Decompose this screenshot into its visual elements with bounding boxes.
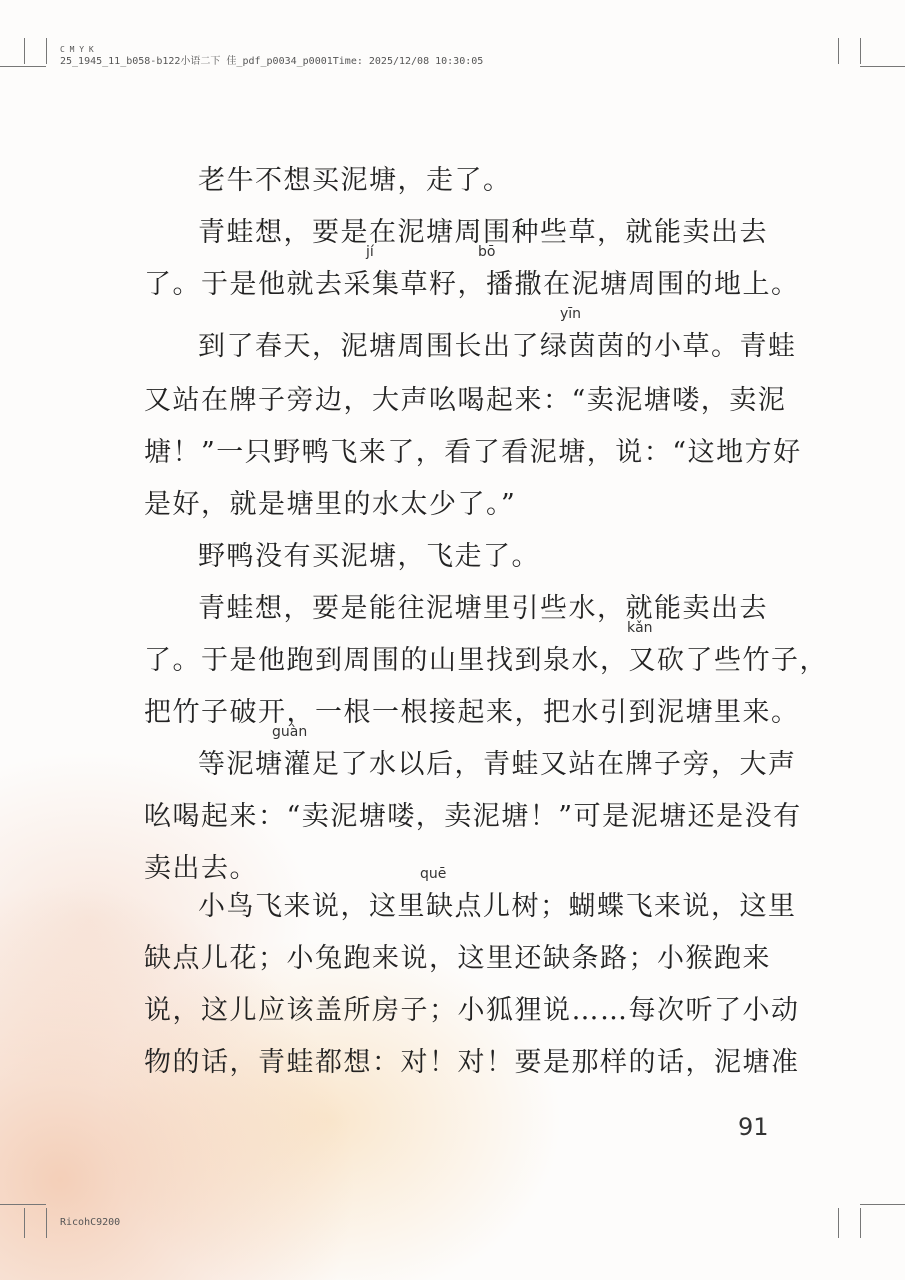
printer-label: RicohC9200 bbox=[60, 1217, 121, 1228]
pinyin-yin: yīn bbox=[560, 306, 582, 322]
page-number: 91 bbox=[738, 1113, 769, 1141]
crop-mark-top-right-v2 bbox=[860, 38, 861, 64]
text-line: 塘！”一只野鸭飞来了，看了看泥塘，说：“这地方好 bbox=[144, 437, 802, 468]
text-line: 青蛙想，要是在泥塘周围种些草，就能卖出去 bbox=[198, 217, 768, 248]
pinyin-que: quē bbox=[420, 866, 447, 882]
pinyin-bo: bō bbox=[478, 244, 496, 260]
crop-mark-top-right-v1 bbox=[838, 38, 839, 64]
crop-mark-top-left-h bbox=[0, 66, 46, 67]
text-line: 缺点儿花；小兔跑来说，这里还缺条路；小猴跑来 bbox=[144, 943, 771, 974]
crop-mark-bottom-left-h bbox=[0, 1204, 46, 1205]
crop-mark-bottom-left-v2 bbox=[46, 1208, 47, 1238]
pinyin-kan: kǎn bbox=[627, 620, 653, 636]
text-line: 了。于是他跑到周围的山里找到泉水，又砍了些竹子， bbox=[144, 645, 828, 676]
text-line: 把竹子破开，一根一根接起来，把水引到泥塘里来。 bbox=[144, 697, 800, 728]
crop-mark-top-left-v2 bbox=[46, 38, 47, 64]
text-line: 又站在牌子旁边，大声吆喝起来：“卖泥塘喽，卖泥 bbox=[144, 385, 787, 416]
print-info: 25_1945_11_b058-b122小语二下 佳_pdf_p0034_p0001Time: 2025/12/08 10:30:05 bbox=[60, 56, 484, 67]
text-line: 小鸟飞来说，这里缺点儿树；蝴蝶飞来说，这里 bbox=[198, 891, 797, 922]
pinyin-ji: jí bbox=[366, 244, 374, 260]
crop-mark-bottom-right-h bbox=[860, 1204, 905, 1205]
text-line: 到了春天，泥塘周围长出了绿茵茵的小草。青蛙 bbox=[198, 331, 797, 362]
crop-mark-top-left-v1 bbox=[24, 38, 25, 64]
text-line: 说，这儿应该盖所房子；小狐狸说……每次听了小动 bbox=[144, 995, 800, 1026]
crop-mark-bottom-left-v1 bbox=[24, 1208, 25, 1238]
text-line: 青蛙想，要是能往泥塘里引些水，就能卖出去 bbox=[198, 593, 768, 624]
color-label: C M Y K bbox=[60, 45, 94, 54]
text-line: 卖出去。 bbox=[144, 853, 258, 884]
crop-mark-top-right-h bbox=[860, 66, 905, 67]
pinyin-guan: guàn bbox=[272, 724, 308, 740]
text-line: 老牛不想买泥塘，走了。 bbox=[198, 165, 512, 196]
text-line: 是好，就是塘里的水太少了。” bbox=[144, 489, 517, 520]
text-line: 物的话，青蛙都想：对！对！要是那样的话，泥塘准 bbox=[144, 1047, 800, 1078]
print-header bbox=[60, 44, 483, 68]
text-line: 等泥塘灌足了水以后，青蛙又站在牌子旁，大声 bbox=[198, 749, 797, 780]
crop-mark-bottom-right-v2 bbox=[860, 1208, 861, 1238]
text-line: 吆喝起来：“卖泥塘喽，卖泥塘！”可是泥塘还是没有 bbox=[144, 801, 802, 832]
text-line: 野鸭没有买泥塘，飞走了。 bbox=[198, 541, 540, 572]
crop-mark-bottom-right-v1 bbox=[838, 1208, 839, 1238]
text-line: 了。于是他就去采集草籽，播撒在泥塘周围的地上。 bbox=[144, 269, 800, 300]
